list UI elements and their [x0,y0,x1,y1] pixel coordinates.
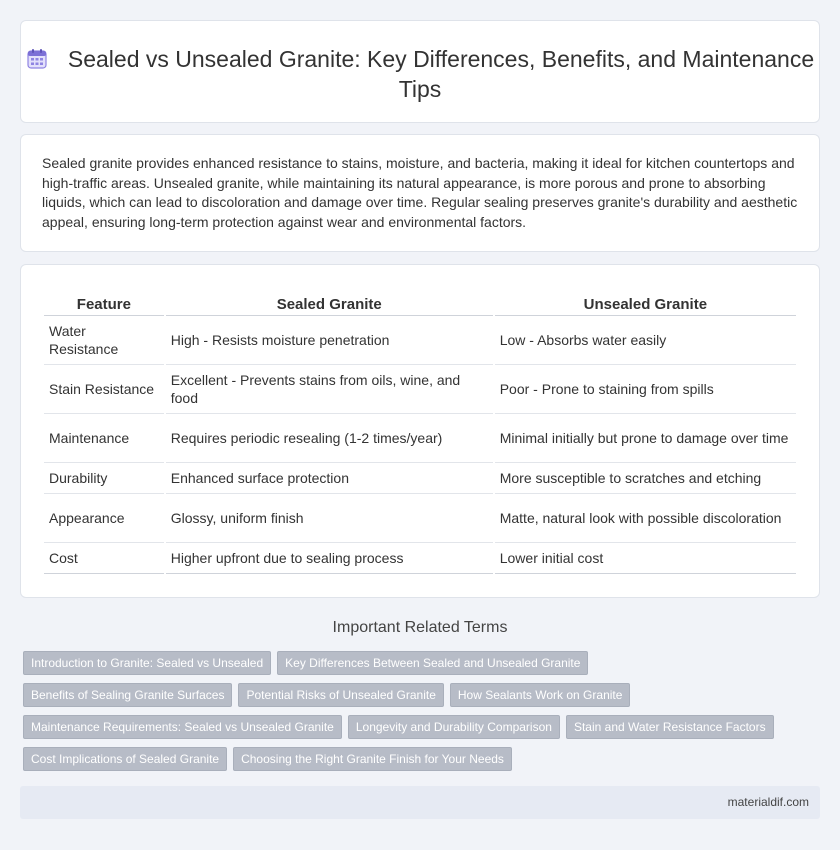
sealed-cell: High - Resists moisture penetration [166,316,493,365]
table-row [44,494,796,543]
unsealed-cell: More susceptible to scratches and etching [495,463,796,494]
footer [20,786,820,819]
sealed-cell: Enhanced surface protection [166,463,493,494]
table-row [44,414,796,463]
related-term-link[interactable]: Longevity and Durability Comparison [348,715,560,739]
related-term-link[interactable]: How Sealants Work on Granite [450,683,631,707]
related-term-link[interactable]: Introduction to Granite: Sealed vs Unsealed [23,651,271,675]
document-icon [26,48,48,70]
unsealed-cell: Matte, natural look with possible discoloration [495,494,796,543]
intro-paragraph: Sealed granite provides enhanced resistance to stains, moisture, and bacteria, making it ideal for kitchen countertops and high-traffic areas. Unsealed granite, while maintaining its natural appearance, is more porous and prone to absorbing liquids, which can lead to discoloration and damage over time. Regular sealing preserves granite's durability and aesthetic appeal, ensuring long-term protection against wear and environmental factors. [42,155,798,230]
table-row [44,365,796,414]
related-term-link[interactable]: Cost Implications of Sealed Granite [23,747,227,771]
unsealed-cell: Minimal initially but prone to damage over time [495,414,796,463]
page-title [21,44,819,104]
unsealed-cell: Lower initial cost [495,543,796,574]
related-term-link[interactable]: Stain and Water Resistance Factors [566,715,774,739]
related-terms-heading: Important Related Terms [332,619,508,636]
unsealed-cell: Low - Absorbs water easily [495,316,796,365]
table-header-row [44,292,796,316]
related-term-link[interactable]: Key Differences Between Sealed and Unsealed Granite [277,651,588,675]
comparison-table [42,292,798,574]
table-row [44,543,796,574]
related-terms-list [23,651,803,771]
table-row [44,316,796,365]
title-card [20,20,820,123]
footer-site-name: materialdif.com [727,795,809,809]
feature-cell: Cost [44,543,164,574]
comparison-table-card [20,264,820,598]
feature-cell: Appearance [44,494,164,543]
sealed-cell: Higher upfront due to sealing process [166,543,493,574]
feature-cell: Stain Resistance [44,365,164,414]
sealed-cell: Requires periodic resealing (1-2 times/year) [166,414,493,463]
related-term-link[interactable]: Potential Risks of Unsealed Granite [238,683,443,707]
header-unsealed: Unsealed Granite [495,292,796,316]
related-term-link[interactable]: Choosing the Right Granite Finish for Your Needs [233,747,512,771]
table-row [44,463,796,494]
page-title-text: Sealed vs Unsealed Granite: Key Differences, Benefits, and Maintenance Tips [67,46,815,102]
sealed-cell: Glossy, uniform finish [166,494,493,543]
sealed-cell: Excellent - Prevents stains from oils, wine, and food [166,365,493,414]
related-term-link[interactable]: Benefits of Sealing Granite Surfaces [23,683,232,707]
feature-cell: Durability [44,463,164,494]
related-term-link[interactable]: Maintenance Requirements: Sealed vs Unsealed Granite [23,715,342,739]
intro-card [20,134,820,252]
feature-cell: Maintenance [44,414,164,463]
header-feature: Feature [44,292,164,316]
header-sealed: Sealed Granite [166,292,493,316]
feature-cell: Water Resistance [44,316,164,365]
unsealed-cell: Poor - Prone to staining from spills [495,365,796,414]
